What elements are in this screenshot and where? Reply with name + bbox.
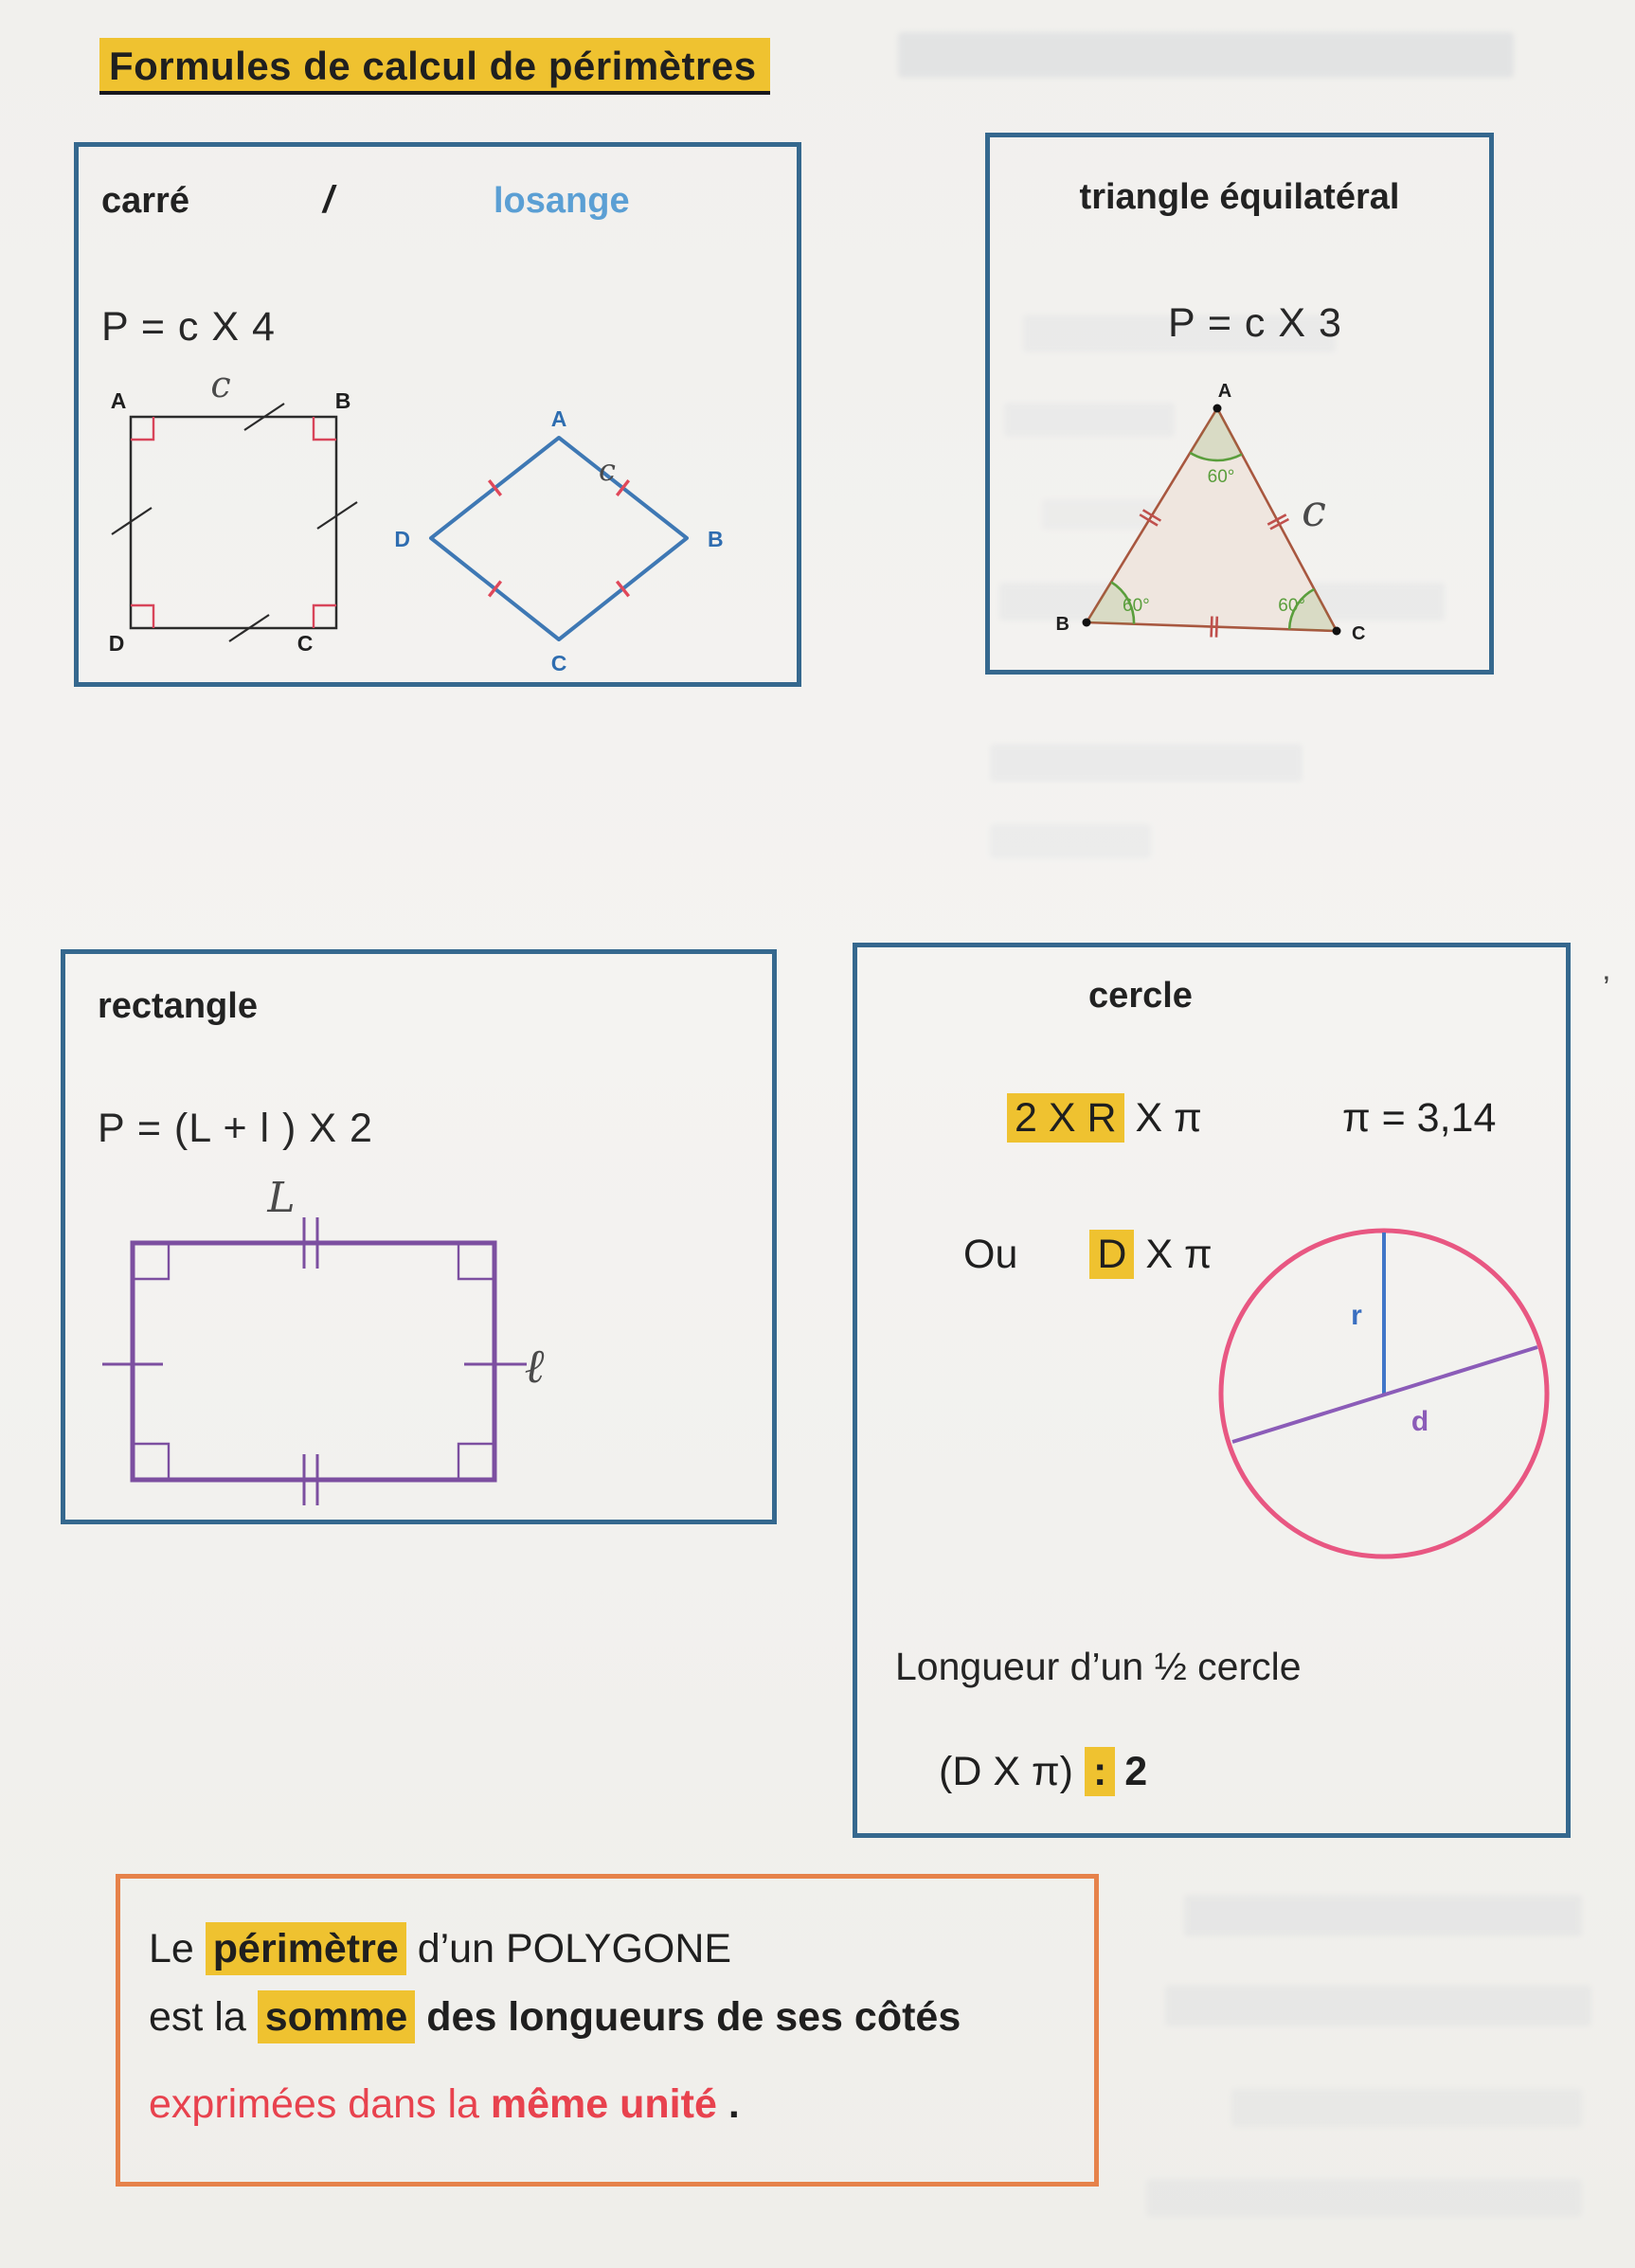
triangle-side-label: c	[1302, 485, 1326, 536]
diameter-label: d	[1410, 1406, 1429, 1437]
bleedthrough-artifact	[898, 32, 1514, 78]
losange-side-label: c	[599, 452, 616, 488]
circle-heading: cercle	[1088, 976, 1193, 1016]
half-formula-divisor: 2	[1124, 1749, 1148, 1794]
summary-text: d’un POLYGONE	[405, 1926, 732, 1971]
right-angle-marks	[135, 1245, 493, 1478]
half-formula-colon: :	[1085, 1747, 1115, 1796]
bleedthrough-artifact	[990, 744, 1303, 782]
tick-marks	[489, 480, 628, 596]
circle-box	[853, 943, 1571, 1838]
square-vertex-b: B	[334, 388, 351, 413]
triangle-vertex-b: B	[1055, 614, 1069, 635]
summary-box	[116, 1874, 1099, 2187]
summary-red-text: exprimées dans la	[149, 2081, 491, 2127]
square-losange-box	[74, 142, 801, 687]
square-vertex-d: D	[108, 631, 125, 656]
bleedthrough-artifact	[1146, 2179, 1582, 2217]
stray-mark: ’	[1603, 970, 1610, 1006]
circle-formula-tail: X π	[1123, 1095, 1202, 1141]
alt-formula-highlight: D	[1089, 1230, 1134, 1279]
half-circle-formula	[939, 1749, 1147, 1795]
rectangle-figure	[102, 1174, 545, 1505]
square-side-label: c	[210, 364, 231, 405]
half-formula-body: (D X π)	[939, 1749, 1073, 1794]
or-word: Ou	[963, 1232, 1018, 1277]
summary-text: Le	[149, 1926, 206, 1971]
triangle-vertex-c: C	[1352, 623, 1366, 644]
square-losange-diagram	[79, 147, 797, 682]
page-title: Formules de calcul de périmètres	[99, 38, 770, 95]
square-vertex-a: A	[110, 388, 127, 413]
rectangle-heading: rectangle	[98, 986, 258, 1026]
angle-label-c: 60°	[1278, 596, 1305, 616]
summary-highlight-somme: somme	[258, 1990, 416, 2043]
tick-marks	[102, 1217, 527, 1505]
right-angle-marks	[131, 417, 336, 628]
triangle-vertex-a: A	[1217, 381, 1232, 402]
square-vertex-c: C	[296, 631, 314, 656]
bleedthrough-artifact	[1231, 2089, 1582, 2127]
summary-highlight-perimetre: périmètre	[206, 1922, 406, 1975]
triangle-formula: P = c X 3	[1168, 300, 1342, 346]
angle-label-b: 60°	[1123, 596, 1150, 616]
radius-label: r	[1351, 1300, 1362, 1331]
losange-figure	[394, 406, 723, 675]
rectangle-box	[61, 949, 777, 1524]
square-formula: P = c X 4	[101, 304, 276, 350]
summary-line-1	[149, 1926, 731, 1972]
bleedthrough-artifact	[1184, 1895, 1582, 1936]
square-heading: carré	[101, 181, 189, 221]
half-circle-title: Longueur d’un ½ cercle	[895, 1645, 1302, 1688]
losange-vertex-c: C	[550, 651, 567, 675]
triangle-box	[985, 133, 1494, 675]
losange-vertex-b: B	[708, 527, 724, 551]
rectangle-formula: P = (L + l ) X 2	[98, 1106, 373, 1151]
losange-heading: losange	[494, 181, 630, 221]
bleedthrough-artifact	[1165, 1985, 1591, 2026]
summary-bold-text: des longueurs de ses côtés	[415, 1994, 961, 2040]
triangle-heading: triangle équilatéral	[1079, 177, 1400, 217]
pi-value: π = 3,14	[1342, 1095, 1497, 1141]
triangle-figure	[1056, 381, 1366, 644]
summary-period: .	[716, 2081, 740, 2127]
square-figure	[109, 364, 357, 656]
triangle-diagram	[990, 137, 1489, 670]
circle-figure	[1221, 1231, 1547, 1557]
summary-red-bold-text: même unité	[490, 2081, 717, 2127]
heading-separator: /	[323, 179, 334, 221]
width-label: ℓ	[524, 1339, 545, 1394]
circle-diagram	[857, 947, 1566, 1833]
summary-text: est la	[149, 1994, 258, 2040]
circle-formula-highlight: 2 X R	[1007, 1093, 1124, 1143]
bleedthrough-artifact	[990, 824, 1151, 858]
summary-line-3	[149, 2081, 740, 2128]
summary-line-2	[149, 1994, 961, 2041]
rectangle-diagram	[65, 954, 772, 1520]
alt-formula-tail: X π	[1134, 1232, 1213, 1277]
length-label: L	[267, 1174, 296, 1222]
losange-vertex-a: A	[550, 406, 567, 431]
losange-vertex-d: D	[394, 527, 410, 551]
angle-label-a: 60°	[1207, 467, 1235, 487]
